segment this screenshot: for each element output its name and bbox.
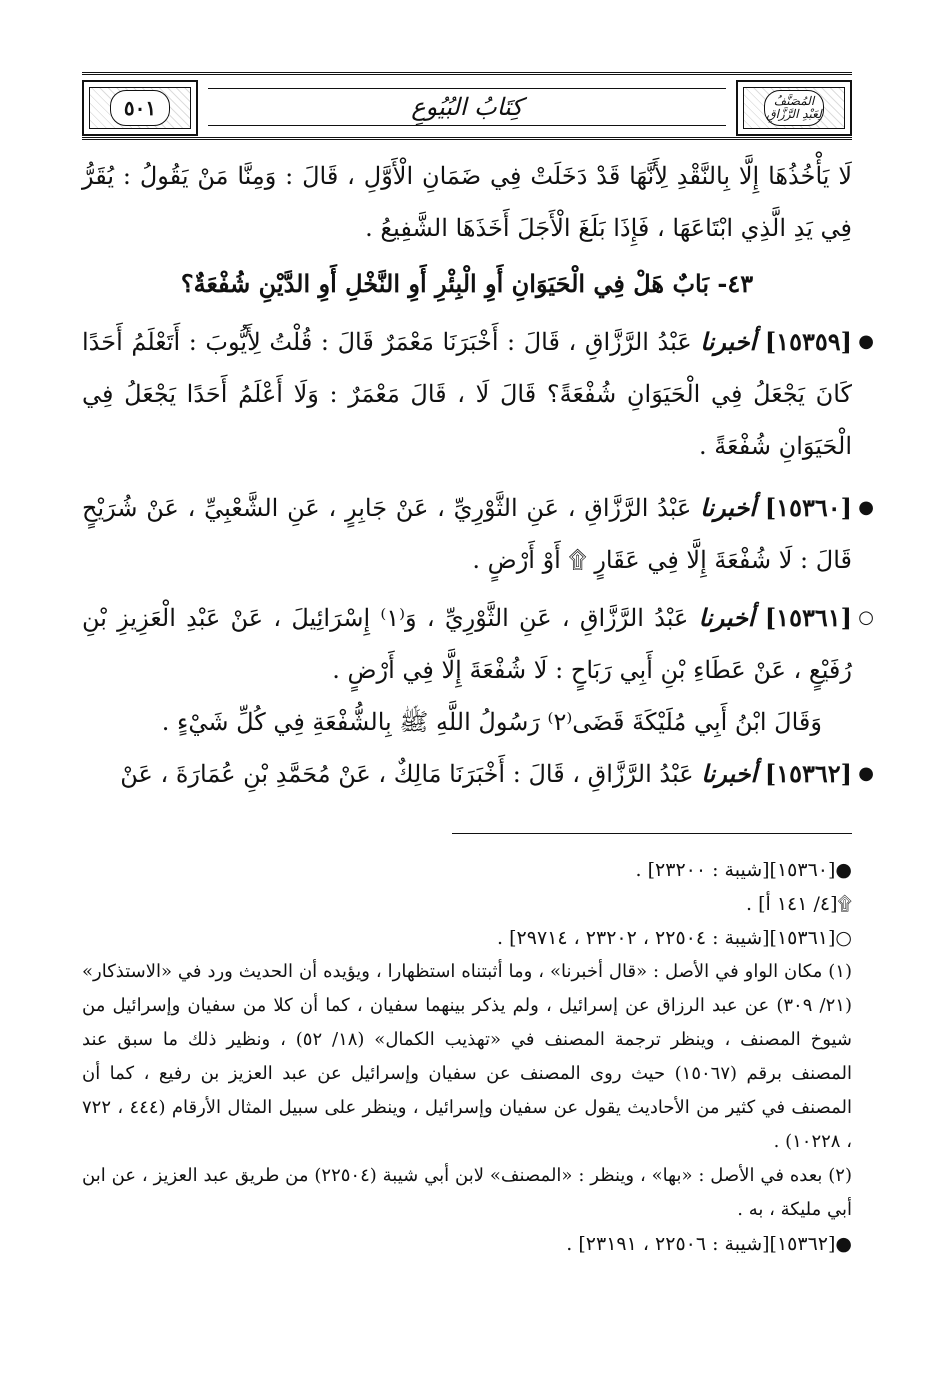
book-logo xyxy=(766,95,821,121)
page-number: ٥٠١ xyxy=(123,96,157,120)
book-title: كِتَابُ البُيُوعِ xyxy=(411,93,523,121)
main-text xyxy=(82,150,874,800)
reference-note: ●[١٥٣٦٢][شيبة : ٢٢٥٠٦ ، ٢٣١٩١] . xyxy=(566,1233,852,1255)
separator-line xyxy=(452,833,852,834)
hadith-15361 xyxy=(82,592,874,696)
hadith-text: عَبْدُ الرَّزَّاقِ ، عَنِ الثَّوْرِيِّ ، وَ⁽١⁾ إِسْرَائِيلَ ، عَنْ عَبْدِ الْعَزِيزِ بْنِ رُفَيْعٍ ، عَنْ عَطَاءِ بْنِ أَبِي رَبَاحٍ : لَا شُفْعَةَ إِلَّا فِي أَرْضٍ . xyxy=(82,604,852,684)
paragraph-continued: لَا يَأْخُذُهَا إِلَّا بِالنَّقْدِ لِأَنَّهَا قَدْ دَخَلَتْ فِي ضَمَانِ الْأَوَّلِ ، قَالَ : وَمِنَّا مَنْ يَقُولُ : يُقَرُّ فِي يَدِ الَّذِي ابْتَاعَهَا ، فَإِذَا بَلَغَ الْأَجَلَ أَخَذَهَا الشَّفِيعُ . xyxy=(82,162,853,242)
hadith-number: [١٥٣٦٢] xyxy=(764,759,852,788)
page-number-medallion xyxy=(110,90,170,126)
book-logo-line1: المُصَنَّفُ xyxy=(773,94,815,108)
reference-note: ○[١٥٣٦١][شيبة : ٢٢٥٠٤ ، ٢٣٢٠٢ ، ٢٩٧١٤] . xyxy=(497,927,852,949)
hadith-15360 xyxy=(82,482,874,586)
hadith-number: [١٥٣٦٠] xyxy=(764,493,852,522)
hadith-marker: ● xyxy=(858,331,874,352)
hadith-15361-continuation: وَقَالَ ابْنُ أَبِي مُلَيْكَةَ قَضَى⁽٢⁾ رَسُولُ اللَّهِ ﷺ بِالشُّفْعَةِ فِي كُلِّ شَيْءٍ . xyxy=(161,708,822,736)
hadith-15359 xyxy=(82,316,874,472)
akhbarana-label: أخبرنا xyxy=(701,759,758,788)
title-band xyxy=(208,88,726,126)
header-bottom-rule xyxy=(82,137,852,140)
footnote-1: (١) مكان الواو في الأصل : «قال أخبرنا» ، وما أثبتناه استظهارا ، ويؤيده أن الحديث ورد في «الاستذكار» (٢١/ ٣٠٩) عن عبد الرزاق عن إسرائيل ، ولم يذكر بينهما سفيان ، كما أن كلا من سفيان وإسرائيل من شيوخ المصنف ، وينظر ترجمة المصنف في «تهذيب الكمال» (١٨/ ٥٢) ، ونظير ذلك ما سبق عند المصنف برقم (١٥٠٦٧) حيث روى المصنف عن سفيان وإسرائيل عن عبد العزيز بن رفيع ، كما أن المصنف في كثير من الأحاديث يقول عن سفيان وإسرائيل ، وينظر على سبيل المثال الأرقام (٤٤٤ ، ٧٢٢ ، ١٠٢٢٨) . xyxy=(82,961,853,1152)
hadith-marker: ● xyxy=(858,497,874,518)
page-number-box xyxy=(82,80,198,136)
hadith-text: عَبْدُ الرَّزَّاقِ ، قَالَ : أَخْبَرَنَا مَالِكٌ ، عَنْ مُحَمَّدِ بْنِ عُمَارَةَ ، عَنْ xyxy=(120,760,694,788)
footnotes xyxy=(82,853,852,1261)
hadith-marker: ● xyxy=(858,763,874,784)
hadith-15362 xyxy=(82,748,874,800)
book-logo-box xyxy=(736,80,852,136)
page-header xyxy=(82,72,852,140)
akhbarana-label: أخبرنا xyxy=(698,603,755,632)
hadith-number: [١٥٣٥٩] xyxy=(764,327,852,356)
hadith-number: [١٥٣٦١] xyxy=(764,603,852,632)
reference-note: ●[١٥٣٦٠][شيبة : ٢٣٢٠٠] . xyxy=(635,859,852,881)
akhbarana-label: أخبرنا xyxy=(700,493,757,522)
akhbarana-label: أخبرنا xyxy=(700,327,757,356)
book-logo-line2: لِعَبْدِ الرَّزَّاقِ xyxy=(766,107,822,121)
hadith-text: عَبْدُ الرَّزَّاقِ ، عَنِ الثَّوْرِيِّ ، عَنْ جَابِرٍ ، عَنِ الشَّعْبِيِّ ، عَنْ شُرَيْحٍ قَالَ : لَا شُفْعَةَ إِلَّا فِي عَقَارٍ ۩ أَوْ أَرْضٍ . xyxy=(82,494,852,574)
hadith-text: عَبْدُ الرَّزَّاقِ ، قَالَ : أَخْبَرَنَا مَعْمَرٌ قَالَ : قُلْتُ لِأَيُّوبَ : أَتَعْلَمُ أَحَدًا كَانَ يَجْعَلُ فِي الْحَيَوَانِ شُفْعَةً؟ قَالَ لَا ، قَالَ مَعْمَرٌ : وَلَا أَعْلَمُ أَحَدًا يَجْعَلُ فِي الْحَيَوَانِ شُفْعَةً . xyxy=(82,328,852,460)
manuscript-note: ۩[٤/ ١٤١ أ] . xyxy=(746,893,852,915)
hadith-marker: ○ xyxy=(858,607,874,628)
footnote-2: (٢) بعده في الأصل : «بها» ، وينظر : «المصنف» لابن أبي شيبة (٢٢٥٠٤) من طريق عبد العزيز ، عن ابن أبي مليكة ، به . xyxy=(82,1165,852,1220)
header-top-rule xyxy=(82,72,852,75)
book-logo-medallion xyxy=(764,90,824,126)
chapter-heading: ٤٣- بَابٌ هَلْ فِي الْحَيَوَانِ أَوِ الْبِئْرِ أَوِ النَّخْلِ أَوِ الدَّيْنِ شُفْعَةٌ؟ xyxy=(180,269,754,298)
